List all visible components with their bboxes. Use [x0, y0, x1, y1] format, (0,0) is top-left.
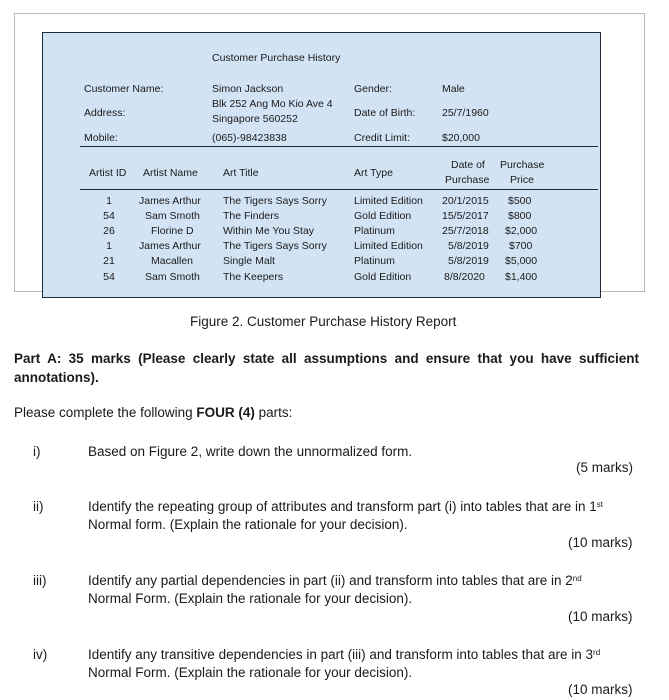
question-text-2: [88, 497, 603, 516]
cell-artist-name: Sam Smoth: [145, 210, 200, 222]
cell-art-title: Single Malt: [223, 255, 275, 267]
cell-price: $500: [508, 195, 532, 207]
question-text-4-sup: rd: [593, 648, 601, 657]
cell-art-type: Platinum: [354, 255, 395, 267]
address-line1: Blk 252 Ang Mo Kio Ave 4: [212, 98, 333, 110]
cell-artist-id: 1: [106, 195, 112, 207]
question-text-2-line2: Normal form. (Explain the rationale for your decision).: [88, 517, 408, 532]
question-text-3-line1: Identify any partial dependencies in part (ii) and transform into tables that are in 2: [88, 573, 573, 588]
cell-artist-name: Florine D: [151, 225, 194, 237]
customer-name-value: Simon Jackson: [212, 83, 284, 95]
cell-art-title: The Finders: [223, 210, 280, 222]
col-date-line1: Date of: [451, 159, 485, 171]
cell-art-type: Limited Edition: [354, 195, 423, 207]
cell-date: 8/8/2020: [444, 271, 485, 283]
cell-artist-id: 26: [103, 225, 115, 237]
dob-value: 25/7/1960: [442, 107, 489, 119]
cell-artist-id: 21: [103, 255, 115, 267]
question-number-3: iii): [33, 573, 47, 588]
col-date-line2: Purchase: [445, 174, 490, 186]
intro-suffix: parts:: [254, 405, 293, 420]
part-a-heading: Part A: 35 marks (Please clearly state all assumptions and ensure that you have sufficient annotations).: [14, 351, 639, 385]
cell-artist-name: James Arthur: [139, 240, 201, 252]
cell-art-type: Gold Edition: [354, 271, 412, 283]
question-text-2-line1: Identify the repeating group of attributes and transform part (i) into tables that are in 1: [88, 499, 597, 514]
table-header-line: [80, 189, 598, 190]
report-title: Customer Purchase History: [212, 52, 341, 64]
question-marks-3: (10 marks): [568, 609, 633, 624]
cell-date: 5/8/2019: [448, 255, 489, 267]
table-row: [43, 240, 600, 252]
cell-art-type: Limited Edition: [354, 240, 423, 252]
table-row: [43, 255, 600, 267]
cell-date: 25/7/2018: [442, 225, 489, 237]
cell-art-title: The Keepers: [223, 271, 284, 283]
table-row: [43, 225, 600, 237]
gender-label: Gender:: [354, 83, 392, 95]
question-text-1: Based on Figure 2, write down the unnormalized form.: [88, 444, 413, 459]
table-row: [43, 271, 600, 283]
intro-prefix: Please complete the following: [14, 405, 197, 420]
table-row: [43, 195, 600, 207]
cell-artist-id: 54: [103, 210, 115, 222]
cell-date: 15/5/2017: [442, 210, 489, 222]
divider-line: [80, 146, 598, 147]
question-marks-4: (10 marks): [568, 682, 633, 697]
credit-limit-label: Credit Limit:: [354, 132, 411, 144]
cell-price: $2,000: [505, 225, 538, 237]
cell-artist-name: Sam Smoth: [145, 271, 200, 283]
dob-label: Date of Birth:: [354, 107, 416, 119]
mobile-label: Mobile:: [84, 132, 118, 144]
col-price-line2: Price: [510, 174, 534, 186]
question-number-4: iv): [33, 647, 48, 662]
cell-price: $800: [508, 210, 532, 222]
cell-art-type: Gold Edition: [354, 210, 412, 222]
cell-artist-id: 54: [103, 271, 115, 283]
cell-artist-name: James Arthur: [139, 195, 201, 207]
cell-art-title: Within Me You Stay: [223, 225, 315, 237]
cell-price: $1,400: [505, 271, 538, 283]
question-number-2: ii): [33, 499, 44, 514]
cell-price: $5,000: [505, 255, 538, 267]
question-text-4-line1: Identify any transitive dependencies in part (iii) and transform into tables that are in 3: [88, 647, 594, 662]
cell-art-title: The Tigers Says Sorry: [223, 240, 327, 252]
question-marks-2: (10 marks): [568, 535, 633, 550]
mobile-value: (065)-98423838: [212, 132, 287, 144]
credit-limit-value: $20,000: [442, 132, 480, 144]
address-label: Address:: [84, 107, 126, 119]
question-number-1: i): [33, 444, 41, 459]
question-marks-1: (5 marks): [576, 460, 633, 475]
instructions: [14, 403, 292, 422]
cell-art-type: Platinum: [354, 225, 395, 237]
figure-caption: Figure 2. Customer Purchase History Report: [190, 314, 457, 329]
question-text-3-line2: Normal Form. (Explain the rationale for your decision).: [88, 591, 413, 606]
intro-bold: FOUR (4): [196, 405, 255, 420]
gender-value: Male: [442, 83, 465, 95]
cell-date: 5/8/2019: [448, 240, 489, 252]
cell-artist-name: Macallen: [151, 255, 194, 267]
col-art-title: Art Title: [223, 167, 259, 179]
question-text-3: [88, 571, 582, 590]
question-text-2-sup: st: [596, 500, 604, 509]
table-row: [43, 210, 600, 222]
question-text-4-line2: Normal Form. (Explain the rationale for your decision).: [88, 665, 413, 680]
figure-2-box: [14, 13, 645, 292]
col-price-line1: Purchase: [500, 159, 545, 171]
customer-name-label: Customer Name:: [84, 83, 164, 95]
cell-art-title: The Tigers Says Sorry: [223, 195, 327, 207]
customer-purchase-report: [42, 32, 601, 298]
question-text-4: [88, 645, 600, 664]
cell-price: $700: [509, 240, 533, 252]
cell-artist-id: 1: [106, 240, 112, 252]
cell-date: 20/1/2015: [442, 195, 489, 207]
col-artist-id: Artist ID: [89, 167, 127, 179]
col-artist-name: Artist Name: [143, 167, 198, 179]
address-line2: Singapore 560252: [212, 113, 298, 125]
question-text-3-sup: nd: [572, 574, 582, 583]
col-art-type: Art Type: [354, 167, 393, 179]
